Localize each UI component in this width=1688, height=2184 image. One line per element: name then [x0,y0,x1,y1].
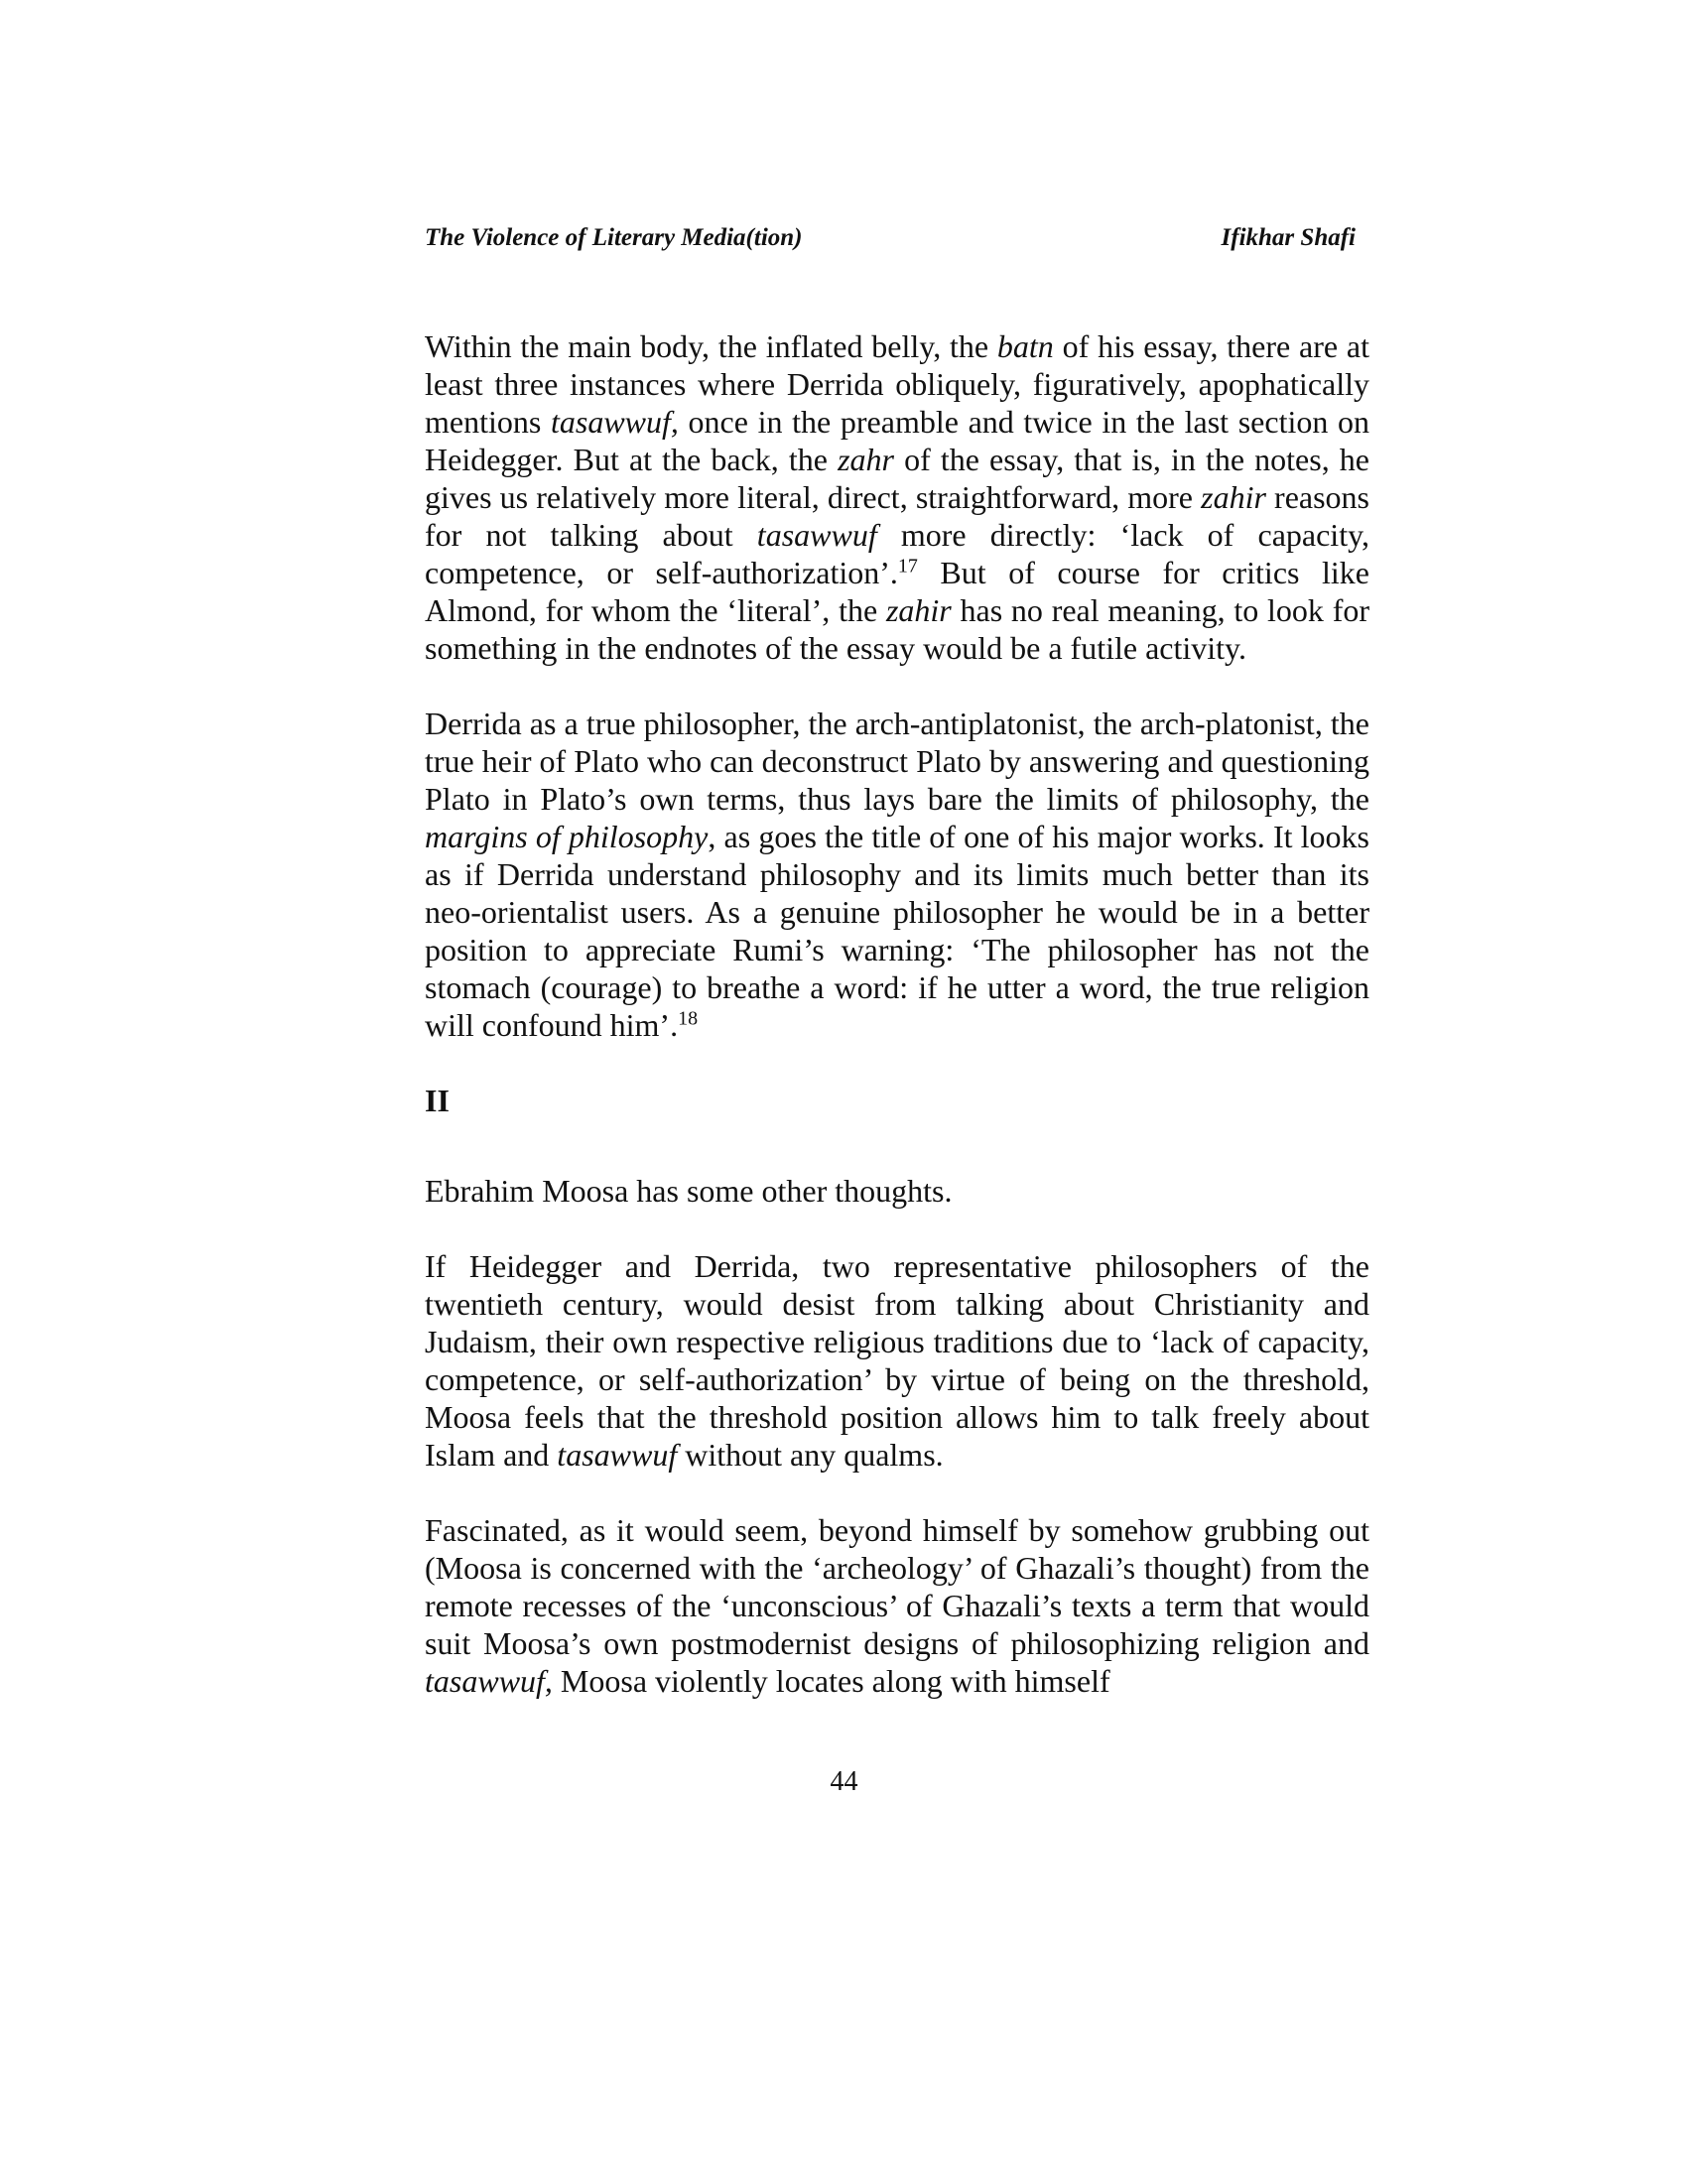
paragraph-5 [425,1511,1369,1700]
text: of his essay, there are at least three instances where Derrida obliquely, figuratively, apophatically mentions [425,328,1370,440]
italic-term: zahir [1201,479,1266,515]
italic-term: margins of philosophy [425,819,709,854]
header-title: The Violence of Literary Media(tion) [425,224,803,251]
italic-term: tasawwuf, [550,404,679,440]
italic-term: zahr [838,442,894,477]
text: once in the preamble and twice in the last section on Heidegger. But at the back, the [425,404,1370,477]
footnote-marker: 18 [678,1007,699,1030]
paragraph-1 [425,327,1369,667]
italic-term: batn [996,328,1054,364]
running-header [425,224,1356,264]
footnote-marker: 17 [897,555,918,578]
paragraph-2 [425,705,1369,1044]
header-author: Ifikhar Shafi [1221,224,1356,251]
text: has no real meaning, to look for something in the endnotes of the essay would be a futile activity. [425,592,1370,666]
text: But of course for critics like Almond, for whom the ‘literal’, the [425,555,1369,628]
italic-term: tasawwuf [557,1437,678,1473]
paragraph-4 [425,1247,1369,1474]
text: Moosa violently locates along with himself [552,1663,1110,1699]
text: reasons for not talking about [425,479,1370,553]
text: of the essay, that is, in the notes, he gives us relatively more literal, direct, straightforward, more [425,442,1370,515]
text: more directly: ‘lack of capacity, competence, or self-authorization’. [425,517,1369,590]
text: If Heidegger and Derrida, two representative philosophers of the twentieth century, would desist from talking about Christianity and Judaism, their own respective religious traditions due to ‘lack of capacity, competence, or self-authorization’ by virtue of being on the threshold, Moosa feels that the threshold position allows him to talk freely about Islam and [425,1248,1369,1473]
text: Within the main body, the inflated belly, the [425,328,997,364]
italic-term: zahir [885,592,952,628]
text: without any qualms. [677,1437,944,1473]
text: , as goes the title of one of his major works. It looks as if Derrida understand philosophy and its limits much better than its neo-orientalist users. As a genuine philosopher he would be in a better position to appreciate Rumi’s warning: ‘The philosopher has not the stomach (courage) to breathe a word: if he utter a word, the true religion will confound him’. [425,819,1370,1043]
italic-term: tasawwuf [756,517,877,553]
body-text [425,327,1369,1700]
text: Derrida as a true philosopher, the arch-antiplatonist, the arch-platonist, the true heir of Plato who can deconstruct Plato by answering and questioning Plato in Plato’s own terms, thus lays bare the limits of philosophy, the [425,706,1369,817]
page-number: 44 [830,1766,858,1797]
paragraph-3: Ebrahim Moosa has some other thoughts. [425,1173,953,1209]
section-heading: II [425,1083,450,1118]
italic-term: tasawwuf, [425,1663,553,1699]
text: Fascinated, as it would seem, beyond himself by somehow grubbing out (Moosa is concerned with the ‘archeology’ of Ghazali’s thought) from the remote recesses of the ‘unconscious’ of Ghazali’s texts a term that would suit Moosa’s own postmodernist designs of philosophizing religion and [425,1512,1369,1661]
